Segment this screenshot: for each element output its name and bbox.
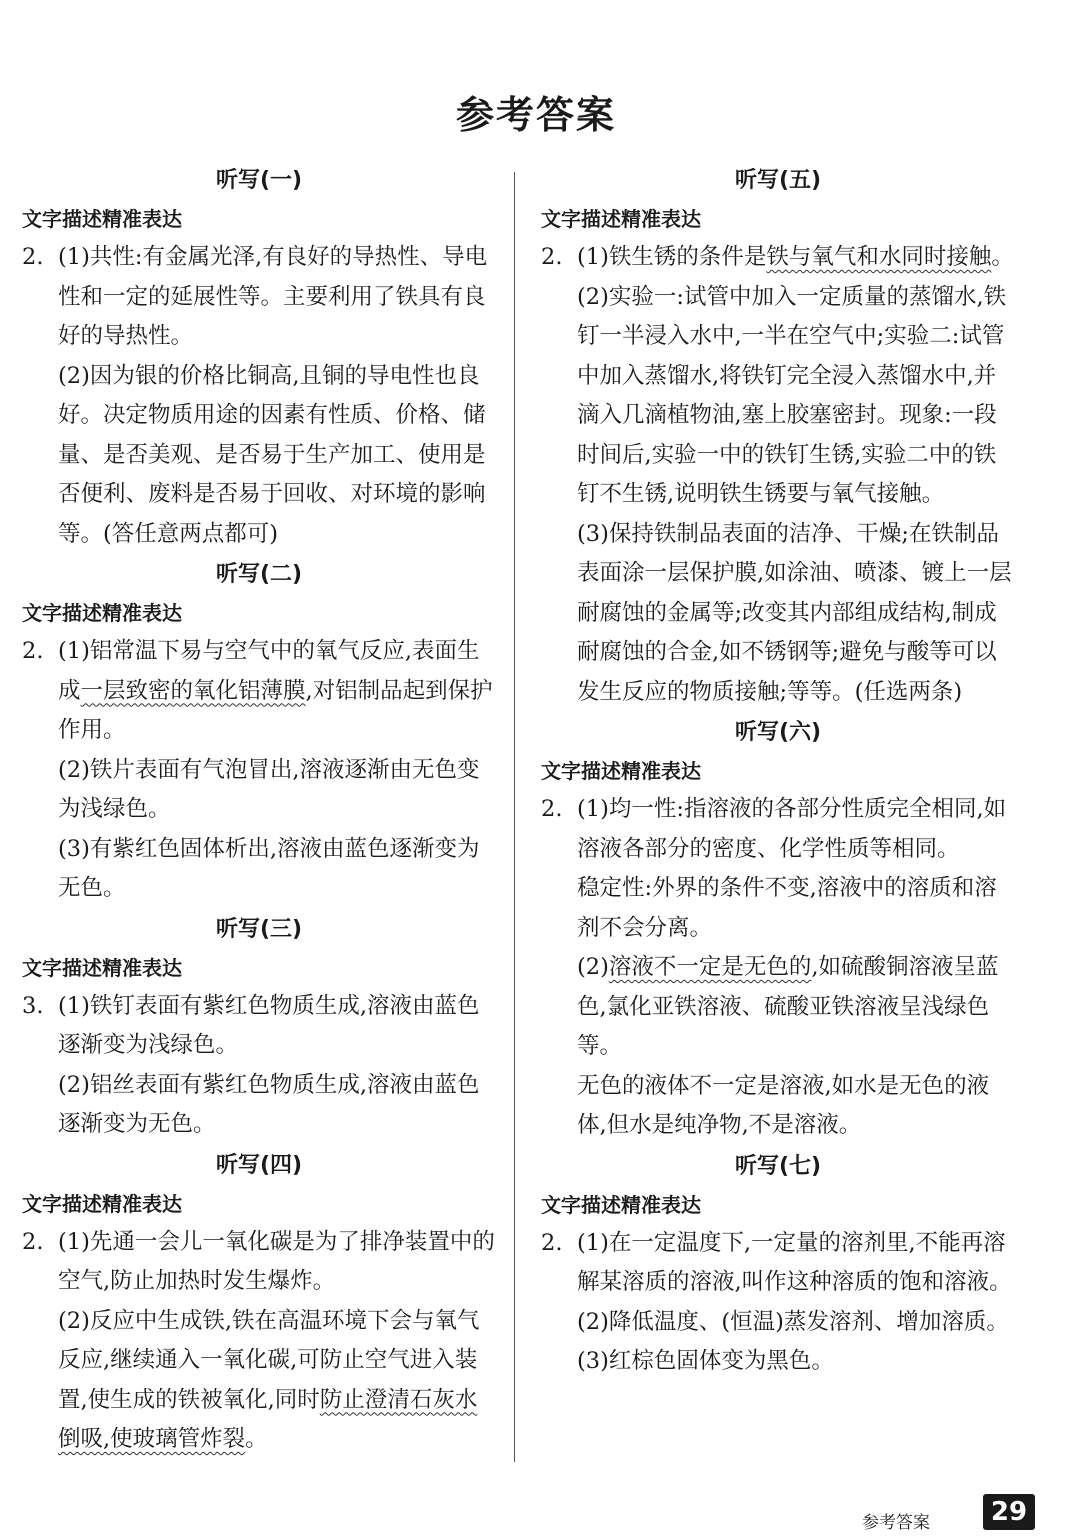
- question-number: 3.: [22, 992, 44, 1019]
- section-subheading-5: 文字描述精准表达: [541, 207, 701, 231]
- answer-part: (2)降低温度、(恒温)蒸发溶剂、增加溶质。: [577, 1308, 1009, 1335]
- answer-item-1: [22, 238, 496, 554]
- answer-text: 。: [991, 244, 1014, 270]
- answer-text: (2): [577, 954, 609, 980]
- answer-part: (3)红棕色固体变为黑色。: [577, 1348, 834, 1374]
- answer-item-2: [22, 632, 496, 909]
- answer-part: (1)在一定温度下,一定量的溶剂里,不能再溶解某溶质的溶液,叫作这种溶质的饱和溶液。: [577, 1229, 1012, 1295]
- answer-part: (1)共性:有金属光泽,有良好的导热性、导电性和一定的延展性等。主要利用了铁具有良好的导热性。: [58, 244, 488, 349]
- key-phrase: 溶液不一定是无色的: [608, 954, 812, 980]
- section-subheading-7: 文字描述精准表达: [541, 1192, 701, 1217]
- section-subheading-4: 文字描述精准表达: [22, 1191, 182, 1216]
- section-heading-2: 听写(二): [215, 562, 303, 587]
- section-heading-5: 听写(五): [734, 168, 822, 193]
- question-number: 2.: [541, 796, 563, 822]
- answer-part: (2)实验一:试管中加入一定质量的蒸馏水,铁钉一半浸入水中,一半在空气中;实验二:试管中加入蒸馏水,将铁钉完全浸入蒸馏水中,并滴入几滴植物油,塞上胶塞密封。现象:一段时间后,实验一中的铁钉生锈,实验二中的铁钉不生锈,说明铁生锈要与氧气接触。: [577, 283, 1007, 507]
- answer-item-4: [22, 1223, 496, 1460]
- section-subheading-2: 文字描述精准表达: [22, 601, 182, 625]
- answer-item-5: [541, 238, 1015, 712]
- answer-part: [58, 632, 496, 751]
- answer-part: (3)有紫红色固体析出,溶液由蓝色逐渐变为无色。: [58, 835, 480, 901]
- answer-part: 无色的液体不一定是溶液,如水是无色的液体,但水是纯净物,不是溶液。: [577, 1072, 990, 1138]
- answer-part: (1)先通一会儿一氧化碳是为了排净装置中的空气,防止加热时发生爆炸。: [58, 1228, 495, 1294]
- question-number: 2.: [541, 1229, 563, 1256]
- answer-part: (2)铁片表面有气泡冒出,溶液逐渐由无色变为浅绿色。: [58, 756, 480, 822]
- left-column: [22, 160, 496, 1460]
- answer-item-6: [541, 790, 1015, 1146]
- answer-text: (1)铁生锈的条件是: [577, 244, 767, 270]
- answer-item-3: [22, 987, 496, 1145]
- column-divider: [514, 172, 515, 1462]
- answer-text: ,如硫酸铜溶液呈蓝色,氯化亚铁溶液、硫酸亚铁溶液呈浅绿色等。: [577, 954, 999, 1059]
- answer-text: (2)反应中生成铁,铁在高温环境下会与氧气反应,继续通入一氧化碳,可防止空气进入装置,使生成的铁被氧化,同时: [58, 1307, 480, 1413]
- section-subheading-3: 文字描述精准表达: [22, 955, 182, 980]
- section-subheading-1: 文字描述精准表达: [22, 207, 182, 231]
- key-phrase: 铁与氧气和水同时接触: [766, 244, 992, 270]
- right-column: [541, 160, 1015, 1382]
- answer-part: [577, 238, 1015, 278]
- answer-part: (1)均一性:指溶液的各部分性质完全相同,如溶液各部分的密度、化学性质等相同。: [577, 796, 1007, 862]
- section-subheading-6: 文字描述精准表达: [541, 759, 701, 783]
- answer-text: ,对铝制品起到保护作用。: [58, 677, 493, 743]
- answer-part: (2)铝丝表面有紫红色物质生成,溶液由蓝色逐渐变为无色。: [58, 1071, 480, 1137]
- section-heading-7: 听写(七): [734, 1153, 822, 1179]
- answer-part: (3)保持铁制品表面的洁净、干燥;在铁制品表面涂一层保护膜,如涂油、喷漆、镀上一层耐腐蚀的金属等;改变其内部组成结构,制成耐腐蚀的合金,如不锈钢等;避免与酸等可以发生反应的物质接触;等等。(任选两条): [577, 520, 1012, 705]
- section-heading-6: 听写(六): [734, 720, 822, 745]
- answer-part: [577, 948, 1015, 1067]
- answer-part: (2)因为银的价格比铜高,且铜的导电性也良好。决定物质用途的因素有性质、价格、储量、是否美观、是否易于生产加工、使用是否便利、废料是否易于回收、对环境的影响等。(答任意两点都可): [58, 362, 486, 547]
- section-heading-4: 听写(四): [215, 1152, 303, 1178]
- page-number: 29: [983, 1494, 1035, 1530]
- answer-part: 稳定性:外界的条件不变,溶液中的溶质和溶剂不会分离。: [577, 875, 997, 941]
- question-number: 2.: [22, 244, 44, 270]
- answer-part: [58, 1302, 496, 1460]
- page-title: 参考答案: [455, 93, 616, 137]
- answer-part: (1)铁钉表面有紫红色物质生成,溶液由蓝色逐渐变为浅绿色。: [58, 992, 480, 1058]
- answer-text: (1)铝常温下易与空气中的氧气反应,表面生成: [58, 638, 480, 704]
- key-phrase: 防止澄清石灰水倒吸,使玻璃管炸裂: [58, 1386, 478, 1452]
- question-number: 2.: [22, 1228, 44, 1255]
- answer-item-7: [541, 1224, 1015, 1382]
- answer-text: 。: [245, 1426, 268, 1452]
- footer-label: 参考答案: [862, 1513, 930, 1533]
- key-phrase: 一层致密的氧化铝薄膜: [80, 677, 306, 704]
- question-number: 2.: [22, 638, 44, 664]
- section-heading-3: 听写(三): [215, 916, 303, 942]
- question-number: 2.: [541, 244, 563, 270]
- section-heading-1: 听写(一): [215, 168, 303, 193]
